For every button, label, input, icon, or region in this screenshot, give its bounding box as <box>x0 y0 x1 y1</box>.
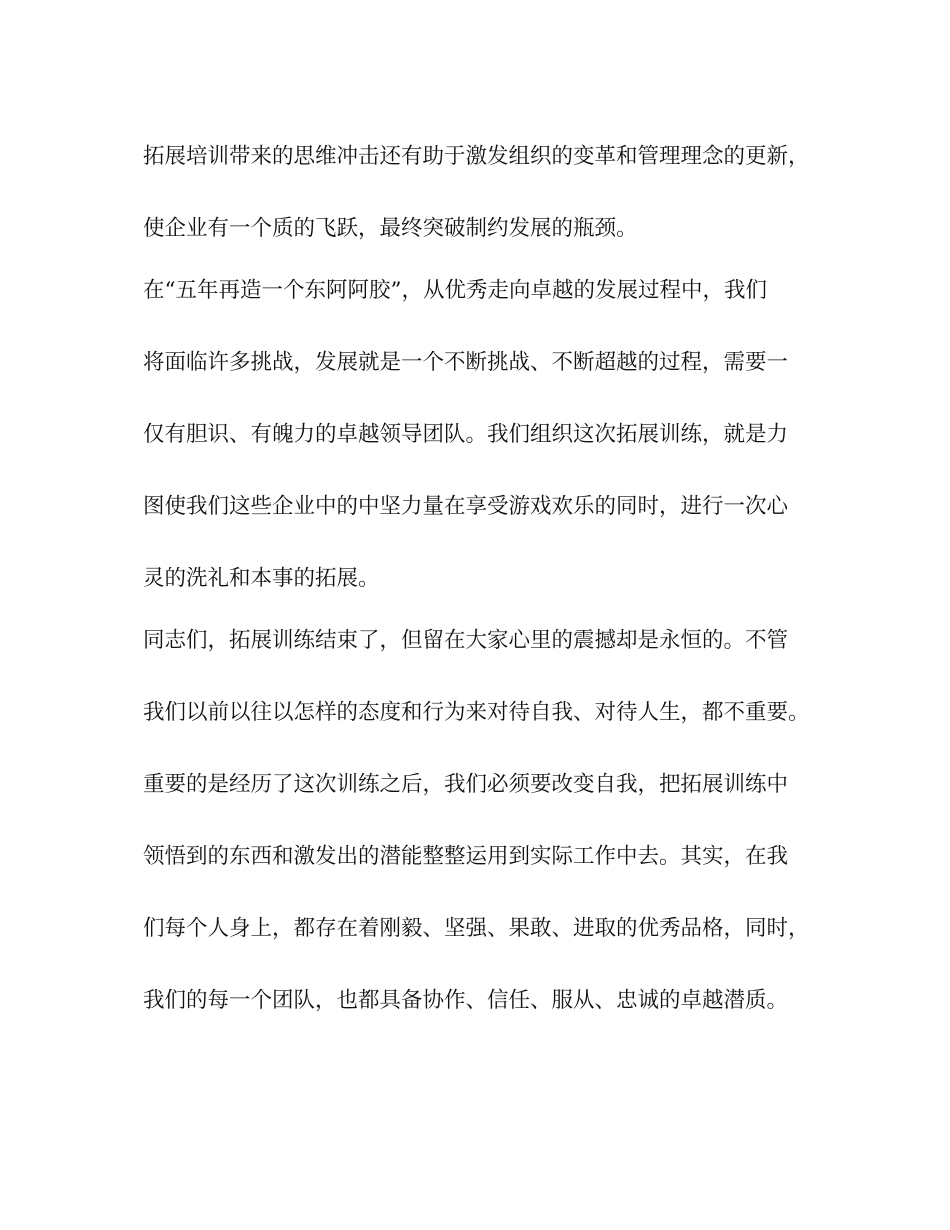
text-line: 仅有胆识、有魄力的卓越领导团队。我们组织这次拓展训练，就是力 <box>143 422 789 447</box>
paragraph <box>143 121 863 265</box>
text-line: 我们以前以往以怎样的态度和行为来对待自我、对待人生，都不重要。 <box>143 700 810 725</box>
text-line: 图使我们这些企业中的中坚力量在享受游戏欢乐的同时，进行一次心 <box>143 494 789 519</box>
paragraph <box>143 605 863 1037</box>
text-line: 使企业有一个质的飞跃，最终突破制约发展的瓶颈。 <box>143 216 638 241</box>
document-page <box>143 121 863 1037</box>
text-line: 灵的洗礼和本事的拓展。 <box>143 566 380 591</box>
text-line: 重要的是经历了这次训练之后，我们必须要改变自我，把拓展训练中 <box>143 772 789 797</box>
text-line: 在“五年再造一个东阿阿胶”，从优秀走向卓越的发展过程中，我们 <box>143 278 767 303</box>
text-line: 们每个人身上，都存在着刚毅、坚强、果敢、进取的优秀品格，同时， <box>143 916 810 941</box>
text-line: 我们的每一个团队，也都具备协作、信任、服从、忠诚的卓越潜质。 <box>143 988 789 1013</box>
text-line: 领悟到的东西和激发出的潜能整整运用到实际工作中去。其实，在我 <box>143 844 789 869</box>
text-line: 同志们，拓展训练结束了，但留在大家心里的震撼却是永恒的。不管 <box>143 628 789 653</box>
paragraph <box>143 255 863 615</box>
text-line: 将面临许多挑战，发展就是一个不断挑战、不断超越的过程，需要一 <box>143 350 789 375</box>
text-line: 拓展培训带来的思维冲击还有助于激发组织的变革和管理理念的更新， <box>143 144 810 169</box>
